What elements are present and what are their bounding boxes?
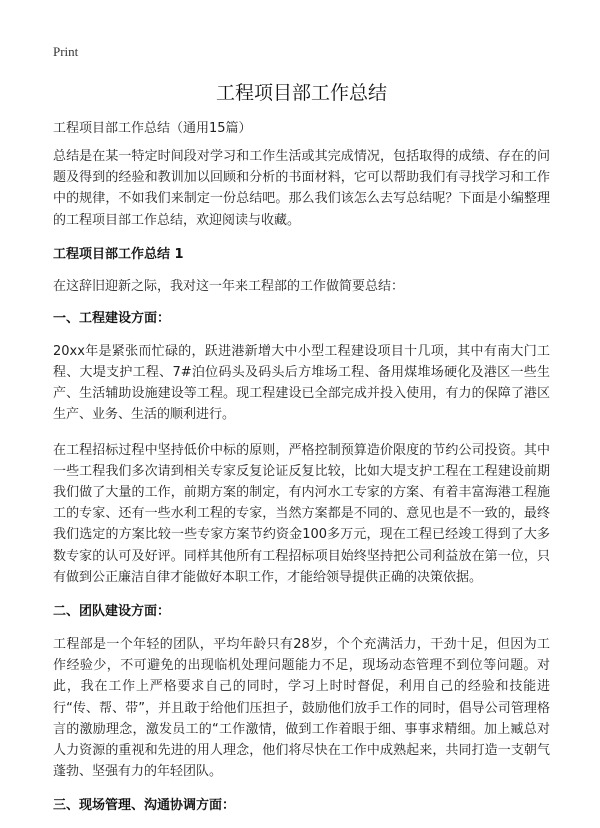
- document-title: 工程项目部工作总结: [215, 82, 387, 104]
- lead-paragraph: 在这辞旧迎新之际，我对这一年来工程部的工作做简要总结：: [53, 278, 405, 294]
- section-heading-site-management: 三、现场管理、沟通协调方面：: [53, 798, 236, 814]
- section-heading-team: 二、团队建设方面：: [53, 604, 171, 620]
- document-subtitle: 工程项目部工作总结（通用15篇）: [53, 121, 252, 136]
- intro-paragraph: 总结是在某一特定时间段对学习和工作生活或其完成情况，包括取得的成绩、存在的问题及得到的经验和教训加以回顾和分析的书面材料，它可以帮助我们有寻找学习和工作中的规律，不如我们来制定一份总结吧。那么我们该怎么去写总结呢？下面是小编整理的工程项目部工作总结，欢迎阅读与收藏。: [53, 149, 550, 228]
- section-heading-construction: 一、工程建设方面：: [53, 310, 171, 326]
- construction-paragraph-1: 20xx年是紧张而忙碌的，跃进港新增大中小型工程建设项目十几项，其中有南大门工程、大堤支护工程、7#泊位码头及码头后方堆场工程、备用煤堆场硬化及港区一些生产、生活辅助设施建设等工程。现工程建设已全部完成并投入使用，有力的保障了港区生产、业务、生活的顺利进行。: [53, 343, 550, 423]
- document-body: [53, 78, 550, 828]
- article-heading: 工程项目部工作总结 1: [53, 246, 184, 262]
- construction-paragraph-2: 在工程招标过程中坚持低价中标的原则，严格控制预算造价限度的节约公司投资。其中一些工程我们多次请到相关专家反复论证反复比较，比如大堤支护工程在工程建设前期我们做了大量的工作，前期方案的制定，有内河水工专家的方案、有着丰富海港工程施工的专家、还有一些水利工程的专家，当然方案都是不同的、意见也是不一致的，最终我们选定的方案比较一些专家方案节约资金100多万元，现在工程已经竣工得到了大多数专家的认可及好评。同样其他所有工程招标项目始终坚持把公司利益放在第一位，只有做到公正廉洁自律才能做好本职工作，才能给领导提供正确的决策依据。: [53, 442, 550, 585]
- print-link[interactable]: Print: [53, 44, 79, 59]
- team-paragraph-1: 工程部是一个年轻的团队，平均年龄只有28岁，个个充满活力，干劲十足，但因为工作经验少，不可避免的出现临机处理问题能力不足，现场动态管理不到位等问题。对此，我在工作上严格要求自己的同时，学习上时时督促，利用自己的经验和技能进行“传、帮、带”，并且敢于给他们压担子，鼓励他们放手工作的同时，倡导公司管理格言的激励理念，激发员工的“工作激情，做到工作着眼于细、事事求精细。加上臧总对人力资源的重视和先进的用人理念，他们将尽快在工作中成熟起来，共同打造一支朝气蓬勃、坚强有力的年轻团队。: [53, 637, 550, 780]
